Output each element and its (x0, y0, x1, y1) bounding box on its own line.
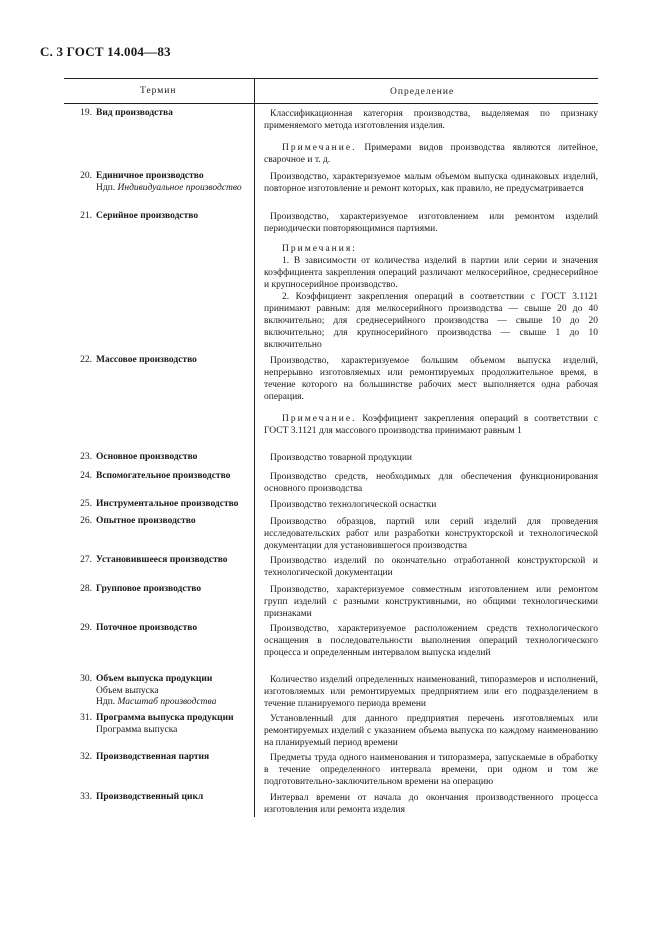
term-name: Установившееся производство (96, 555, 228, 565)
term-name: Программа выпуска продукции (96, 713, 234, 723)
term-cell: 26. Опытное производство (80, 516, 196, 526)
term-cell: 31. Программа выпуска продукции Программа выпуска (80, 713, 234, 735)
term-name: Производственная партия (96, 752, 210, 762)
page-header: С. 3 ГОСТ 14.004—83 (40, 44, 171, 59)
definition-cell: Установленный для данного предприятия перечень изготовляемых или ремонтируемых изделий с указанием объема выпуска по каждому наименованию на планируемый период времени (264, 714, 598, 748)
term-cell: 21. Серийное производство (80, 211, 199, 221)
term-name: Опытное производство (96, 516, 196, 526)
term-name: Единичное производство (96, 171, 204, 181)
term-cell: 29. Поточное производство (80, 623, 198, 633)
term-name: Объем выпуска продукции (96, 674, 213, 684)
definition-cell: Производство, характеризуемое расположением средств технологического оснащения в последовательности выполнения операций технологического процесса и определенным интервалом выпуска изделий (264, 624, 598, 658)
term-name: Поточное производство (96, 623, 198, 633)
column-divider (254, 103, 255, 817)
definition-cell: Производство товарной продукции (270, 453, 412, 463)
definition-cell: Производство, характеризуемое малым объемом выпуска одинаковых изделий, повторное изготовление и ремонт которых, как правило, не предусматривается (264, 172, 598, 194)
table-top-rule (64, 78, 598, 79)
term-cell: 30. Объем выпуска продукции Объем выпуска Ндп. Масштаб производства (80, 674, 217, 707)
term-cell: 19. Вид производства (80, 108, 173, 118)
term-cell: 33. Производственный цикл (80, 792, 204, 802)
column-header-term: Термин (140, 86, 177, 96)
definition-cell: Классификационная категория производства, выделяемая по признаку применяемого метода изготовления изделия. Примечание. Примерами видов производства являются литейное, сварочное и т. д. (264, 109, 598, 165)
term-cell: 25. Инструментальное производство (80, 499, 239, 509)
definition-cell: Производство образцов, партий или серий изделий для проведения исследовательских работ или разработки конструкторской и технологической документации для установившегося производства (264, 517, 598, 551)
definition-cell: Интервал времени от начала до окончания производственного процесса изготовления или ремонта изделия (264, 793, 598, 815)
term-cell: 20. Единичное производство Ндп. Индивидуальное производство (80, 171, 242, 193)
term-name: Основное производство (96, 452, 198, 462)
definition-cell: Производство, характеризуемое изготовлением или ремонтом изделий периодически повторяющимися партиями. Примечания: 1. В зависимости от количества изделий в партии или серии и значения коэффициента закрепления операций различают мелкосерийное, среднесерийное и крупносерийное производство. 2. Коэффициент закрепления операций в соответствии с ГОСТ 3.1121 принимают равным: для мелкосерийного производства — свыше 20 до 40 включительно; для среднесерийного производства — свыше 10 до 20 включительно; для крупносерийного производства — свыше 1 до 10 включительно (264, 212, 598, 350)
term-name: Вид производства (96, 108, 173, 118)
table-header-rule (64, 103, 598, 104)
term-name: Вспомогательное производство (96, 471, 231, 481)
header-divider (254, 78, 255, 103)
definition-cell: Производство средств, необходимых для обеспечения функционирования основного производства (264, 472, 598, 494)
definition-cell: Количество изделий определенных наименований, типоразмеров и исполнений, изготовляемых или ремонтируемых предприятием или его подразделением в течение планируемого периода времени (264, 675, 598, 709)
term-cell: 27. Установившееся производство (80, 555, 228, 565)
term-cell: 28. Групповое производство (80, 584, 202, 594)
definition-cell: Производство, характеризуемое большим объемом выпуска изделий, непрерывно изготовляемых или ремонтируемых продолжительное время, в течение которого на большинстве рабочих мест выполняется одна рабочая операция. Примечание. Коэффициент закрепления операций в соответствии с ГОСТ 3.1121 для массового производства принимают равным 1 (264, 356, 598, 436)
term-cell: 24. Вспомогательное производство (80, 471, 231, 481)
term-cell: 23. Основное производство (80, 452, 198, 462)
term-name: Групповое производство (96, 584, 202, 594)
term-name: Массовое производство (96, 355, 197, 365)
term-name: Производственный цикл (96, 792, 204, 802)
term-name: Инструментальное производство (96, 499, 239, 509)
term-name: Серийное производство (96, 211, 199, 221)
term-cell: 22. Массовое производство (80, 355, 197, 365)
definition-cell: Производство изделий по окончательно отработанной конструкторской и технологической документации (264, 556, 598, 578)
definition-cell: Производство технологической оснастки (270, 500, 437, 510)
term-cell: 32. Производственная партия (80, 752, 210, 762)
column-header-definition: Определение (390, 87, 455, 97)
definition-cell: Производство, характеризуемое совместным изготовлением или ремонтом групп изделий с разными конструктивными, но общими технологическими признаками (264, 585, 598, 619)
definition-cell: Предметы труда одного наименования и типоразмера, запускаемые в обработку в течение определенного интервала времени, при одном и том же подготовительно-заключительном времени на операцию (264, 753, 598, 787)
